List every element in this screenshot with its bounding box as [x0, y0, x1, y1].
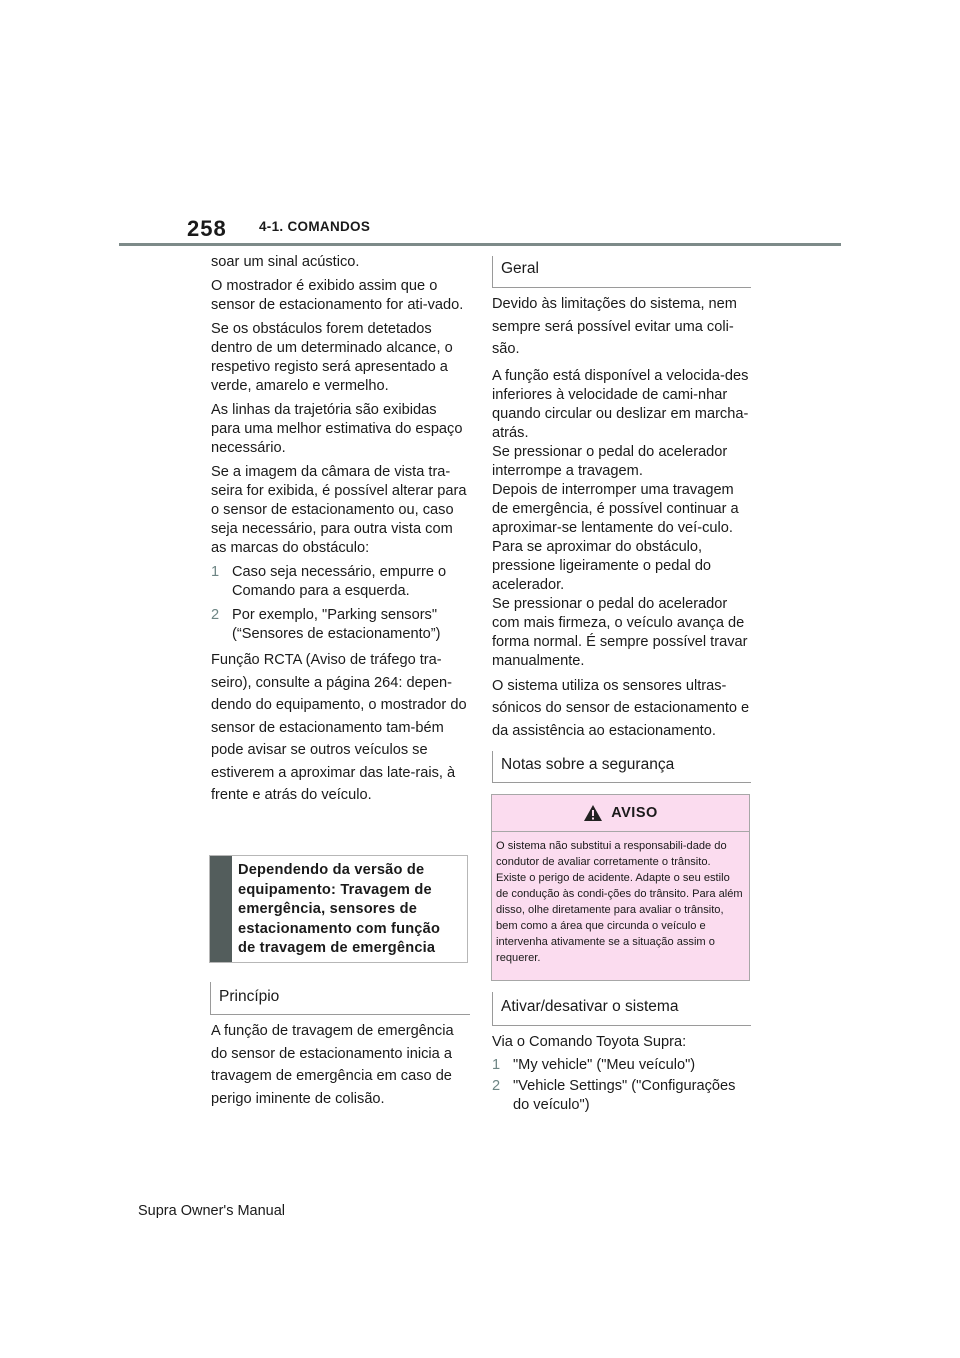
rcta-paragraph: Função RCTA (Aviso de tráfego tra-seiro), consulte a página 264: depen-dendo do equipamento, o mostrador do sensor de estacionamento tam-bém pode avisar se outros veículos se estiverem a aproximar das late-rais, à frente e atrás do veículo. [211, 652, 467, 803]
left-column [211, 253, 469, 807]
warning-text: O sistema não substitui a responsabili-dade do condutor de avaliar corretamente o trânsito. Existe o perigo de acidente. Adapte o seu estilo de condução às condi-ções do trânsito. Para além disso, olhe diretamente para avaliar o trânsito, bem como a área que circunda o veículo e intervenha ativamente se a situação assim o requerer. [496, 840, 743, 964]
safety-heading: Notas sobre a segurança [501, 756, 675, 773]
paragraph: Se pressionar o pedal do acelerador com mais firmeza, o veículo avança de forma normal. É sempre possível travar manualmente. [492, 595, 748, 669]
topic-heading-bar [210, 856, 232, 962]
general-outro-wrap [492, 675, 750, 743]
paragraph: Se a imagem da câmara de vista tra-seira for exibida, é possível alterar para o sensor de estacionamento ou, caso seja necessário, para outra vista com as marcas do obstáculo: [211, 464, 467, 556]
general-intro-wrap [492, 293, 750, 361]
step-item [492, 1056, 750, 1075]
header-rule [119, 243, 841, 246]
footer-text: Supra Owner's Manual [138, 1203, 286, 1219]
step-item [492, 1077, 750, 1115]
principle-text: A função de travagem de emergência do sensor de estacionamento inicia a travagem de emergência em caso de perigo iminente de colisão. [211, 1023, 454, 1107]
toggle-intro: Via o Comando Toyota Supra: [492, 1034, 687, 1050]
principle-heading-wrap [210, 982, 469, 1015]
toggle-heading: Ativar/desativar o sistema [501, 998, 679, 1015]
step-text: "Vehicle Settings" ("Configurações do veículo") [513, 1078, 736, 1113]
principle-body [211, 1020, 469, 1110]
paragraph: A função está disponível a velocida-des inferiores à velocidade de cami-nhar quando circular ou deslizar em marcha-atrás. [492, 367, 749, 441]
step-number: 2 [492, 1078, 501, 1094]
warning-box [491, 794, 750, 981]
toggle-heading-wrap [492, 992, 750, 1026]
heading-underline [493, 782, 751, 783]
general-intro: Devido às limitações do sistema, nem sempre será possível evitar uma coli-são. [492, 296, 737, 357]
general-outro: O sistema utiliza os sensores ultras-sónicos do sensor de estacionamento e da assistência ao estacionamento. [492, 677, 750, 739]
page-number: 258 [187, 216, 227, 241]
warning-header [492, 795, 749, 832]
rcta-paragraph-wrap [211, 649, 469, 807]
principle-heading: Princípio [219, 988, 280, 1005]
general-body [492, 293, 750, 742]
heading-underline [493, 1025, 751, 1026]
step-item [211, 606, 469, 644]
step-number: 1 [492, 1057, 501, 1073]
safety-heading-wrap [492, 751, 750, 783]
section-title: 4-1. COMANDOS [259, 219, 371, 234]
paragraph: Se pressionar o pedal do acelerador interrompe a travagem. [492, 443, 728, 479]
paragraph: soar um sinal acústico. [211, 254, 360, 270]
paragraph: Se os obstáculos forem detetados dentro de um determinado alcance, o respetivo registo será apresentado a verde, amarelo e vermelho. [211, 321, 453, 394]
topic-heading-box [209, 855, 468, 963]
topic-heading: Dependendo da versão de equipamento: Travagem de emergência, sensores de estacionamento com função de travagem de emergência [238, 862, 441, 956]
step-number: 2 [211, 607, 220, 623]
toggle-body [492, 1033, 750, 1120]
paragraph: O mostrador é exibido assim que o sensor de estacionamento for ati-vado. [211, 278, 464, 313]
step-text: Por exemplo, "Parking sensors" (“Sensores de estacionamento”) [232, 607, 441, 642]
step-item [211, 563, 469, 601]
general-heading-wrap [492, 256, 750, 288]
step-number: 1 [211, 564, 220, 580]
paragraph: Depois de interromper uma travagem de emergência, é possível continuar a aproximar-se lentamente do veí-culo. Para se aproximar do obstáculo, pressione ligeiramente o pedal do acelerador. [492, 481, 739, 593]
step-text: "My vehicle" ("Meu veículo") [513, 1057, 696, 1073]
step-text: Caso seja necessário, empurre o Comando para a esquerda. [232, 564, 447, 599]
heading-underline [493, 287, 751, 288]
warning-label: AVISO [611, 805, 658, 821]
paragraph: As linhas da trajetória são exibidas para uma melhor estimativa do espaço necessário. [211, 402, 463, 456]
heading-underline [211, 1014, 470, 1015]
warning-triangle-icon [583, 804, 603, 822]
general-heading: Geral [501, 260, 539, 277]
